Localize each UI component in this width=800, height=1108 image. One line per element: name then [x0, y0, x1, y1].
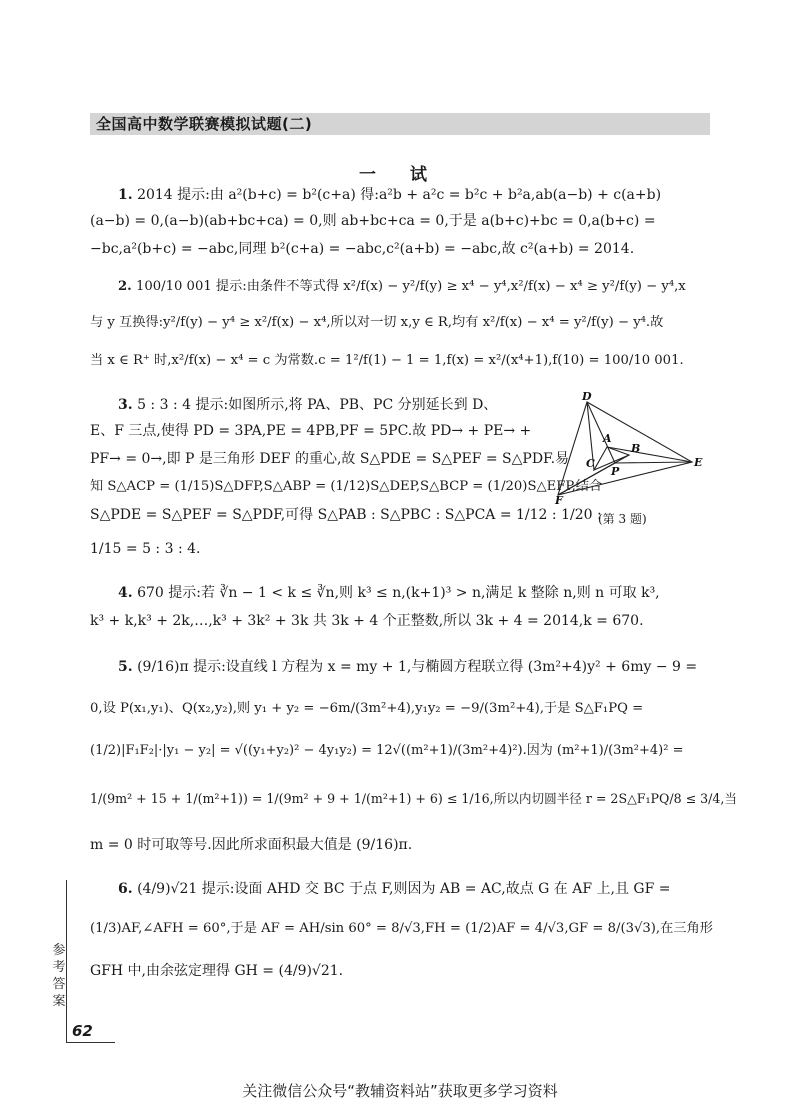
- text-line: [90, 790, 737, 808]
- problem-number: 5.: [118, 659, 133, 675]
- line-text: 2014 提示:由 a²(b+c) = b²(c+a) 得:a²b + a²c = b²c + b²a,ab(a−b) + c(a+b): [132, 187, 662, 203]
- line-text: PF→ = 0→,即 P 是三角形 DEF 的重心,故 S△PDE = S△PEF = S△PDF.易: [90, 451, 570, 467]
- text-line: [90, 478, 602, 496]
- line-text: (a−b) = 0,(a−b)(ab+bc+ca) = 0,则 ab+bc+ca = 0,于是 a(b+c)+bc = 0,a(b+c) =: [90, 213, 656, 229]
- line-text: m = 0 时可取等号.因此所求面积最大值是 (9/16)π.: [90, 837, 413, 853]
- line-text: 与 y 互换得:y²/f(y) − y⁴ ≥ x²/f(x) − x⁴,所以对一切 x,y ∈ R,均有 x²/f(x) − x⁴ = y²/f(y) − y⁴.故: [90, 315, 664, 330]
- sidebar-label: 参考答案: [52, 943, 66, 1009]
- footer-note: 关注微信公众号“教辅资料站”获取更多学习资料: [242, 1082, 558, 1100]
- text-line: [90, 920, 713, 938]
- line-text: 0,设 P(x₁,y₁)、Q(x₂,y₂),则 y₁ + y₂ = −6m/(3m²+4),y₁y₂ = −9/(3m²+4),于是 S△F₁PQ =: [90, 701, 644, 716]
- line-text: S△PDE = S△PEF = S△PDF,可得 S△PAB : S△PBC : S△PCA = 1/12 : 1/20 :: [90, 507, 602, 523]
- line-text: (1/2)|F₁F₂|·|y₁ − y₂| = √((y₁+y₂)² − 4y₁y₂) = 12√((m²+1)/(3m²+4)²).因为 (m²+1)/(3m²+4)² =: [90, 743, 684, 758]
- text-line: [118, 584, 660, 602]
- label-f: F: [555, 494, 563, 505]
- text-line: [90, 506, 602, 524]
- label-p: P: [611, 465, 620, 478]
- line-text: 1/(9m² + 15 + 1/(m²+1)) = 1/(9m² + 9 + 1/(m²+1) + 6) ≤ 1/16,所以内切圆半径 r = 2S△F₁PQ/8 ≤ 3/4,当: [90, 791, 738, 806]
- page-number: 62: [72, 1022, 93, 1040]
- text-line: [118, 396, 497, 414]
- text-line: [90, 240, 634, 258]
- section-title: 一 试: [359, 165, 441, 185]
- label-d: D: [582, 390, 592, 403]
- text-line: [118, 880, 671, 898]
- line-text: 670 提示:若 ∛n − 1 < k ≤ ∛n,则 k³ ≤ n,(k+1)³ > n,满足 k 整除 n,则 n 可取 k³,: [132, 585, 660, 601]
- triangle-figure: [545, 390, 715, 505]
- text-line: [118, 658, 697, 676]
- text-line: [90, 422, 531, 440]
- line-text: 当 x ∈ R⁺ 时,x²/f(x) − x⁴ = c 为常数.c = 1²/f(1) − 1 = 1,f(x) = x²/(x⁴+1),f(10) = 100/10 001.: [90, 353, 684, 368]
- text-line: [90, 836, 412, 854]
- text-line: [90, 742, 683, 760]
- sidebar-rule: [66, 880, 67, 1028]
- text-line: [90, 450, 569, 468]
- text-line: [118, 278, 686, 296]
- line-text: 知 S△ACP = (1/15)S△DFP,S△ABP = (1/12)S△DEP,S△BCP = (1/20)S△EFP,结合: [90, 479, 603, 494]
- text-line: [90, 540, 200, 558]
- problem-number: 6.: [118, 881, 133, 897]
- line-text: 100/10 001 提示:由条件不等式得 x²/f(x) − y²/f(y) ≥ x⁴ − y⁴,x²/f(x) − x⁴ ≥ y²/f(y) − y⁴,x: [131, 279, 686, 294]
- header-title: 全国高中数学联赛模拟试题(二): [96, 115, 313, 133]
- line-text: 5 : 3 : 4 提示:如图所示,将 PA、PB、PC 分别延长到 D、: [132, 397, 498, 413]
- triangle-def: [558, 402, 692, 495]
- text-line: [90, 212, 656, 230]
- problem-number: 4.: [118, 585, 133, 601]
- text-line: [90, 962, 343, 980]
- line-text: (4/9)√21 提示:设面 AHD 交 BC 于点 F,则因为 AB = AC,故点 G 在 AF 上,且 GF =: [132, 881, 671, 897]
- text-line: [90, 352, 684, 370]
- text-line: [90, 314, 663, 332]
- text-line: [90, 700, 643, 718]
- problem-number: 1.: [118, 187, 133, 203]
- line-text: (9/16)π 提示:设直线 l 方程为 x = my + 1,与椭圆方程联立得 (3m²+4)y² + 6my − 9 =: [132, 659, 698, 675]
- problem-number: 2.: [118, 279, 132, 294]
- problem-number: 3.: [118, 397, 133, 413]
- line-text: GFH 中,由余弦定理得 GH = (4/9)√21.: [90, 963, 344, 979]
- label-c: C: [586, 457, 595, 470]
- text-line: [90, 612, 644, 630]
- line-text: 1/15 = 5 : 3 : 4.: [90, 541, 201, 557]
- label-a: A: [603, 432, 612, 445]
- text-line: [118, 186, 661, 204]
- line-text: (1/3)AF,∠AFH = 60°,于是 AF = AH/sin 60° = 8/√3,FH = (1/2)AF = 4/√3,GF = 8/(3√3),在三角形: [90, 921, 713, 936]
- label-b: B: [631, 442, 641, 455]
- line-text: k³ + k,k³ + 2k,…,k³ + 3k² + 3k 共 3k + 4 个正整数,所以 3k + 4 = 2014,k = 670.: [90, 613, 644, 629]
- line-text: E、F 三点,使得 PD = 3PA,PE = 4PB,PF = 5PC.故 PD→ + PE→ +: [90, 423, 532, 439]
- figure-caption: (第 3 题): [598, 512, 647, 526]
- label-e: E: [694, 456, 703, 469]
- line-text: −bc,a²(b+c) = −abc,同理 b²(c+a) = −abc,c²(a+b) = −abc,故 c²(a+b) = 2014.: [90, 241, 635, 257]
